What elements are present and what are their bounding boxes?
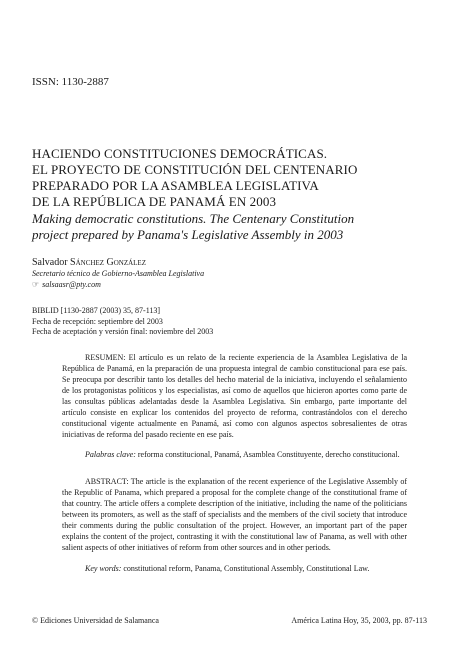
footer-citation: América Latina Hoy, 35, 2003, pp. 87-113 (291, 616, 427, 625)
key-words (62, 563, 407, 574)
palabras-clave-label: Palabras clave: (85, 450, 136, 459)
title-line: PREPARADO POR LA ASAMBLEA LEGISLATIVA (32, 178, 319, 193)
title-line: DE LA REPÚBLICA DE PANAMÁ EN 2003 (32, 194, 277, 209)
title-line: EL PROYECTO DE CONSTITUCIÓN DEL CENTENARIO (32, 162, 358, 177)
abstract-paragraph: ABSTRACT: The article is the explanation of the recent experience of the Legislative Assembly of the Republic of Panama, which prepared a proposal for the complete change of the constitutional frame of that country. The article offers a complete description of the initiative, including the name of the politicians between its promoters, as well as the staff of specialists and the members of the civil society that introduce their comments during the public consultation of the project. However, an important part of the paper explains the content of the project, contrasting it with the constitutional law of Panama, as well with other salient aspects of other initiatives of reform from other sources and in other periods. (62, 477, 407, 552)
author-name (32, 257, 146, 269)
pointing-hand-icon: ☞ (32, 280, 40, 289)
article-title-english (32, 211, 432, 243)
author-email-line (32, 280, 101, 289)
received-date: Fecha de recepción: septiembre del 2003 (32, 316, 163, 326)
key-words-label: Key words: (85, 564, 122, 573)
issn: ISSN: 1130-2887 (32, 76, 109, 88)
article-title-spanish (32, 146, 432, 210)
footer-publisher: © Ediciones Universidad de Salamanca (32, 616, 159, 625)
author-first-name: Salvador (32, 257, 68, 268)
author-role: Secretario técnico de Gobierno-Asamblea Legislativa (32, 269, 205, 278)
title-en-line: Making democratic constitutions. The Centenary Constitution (32, 211, 355, 226)
title-line: HACIENDO CONSTITUCIONES DEMOCRÁTICAS. (32, 146, 328, 161)
resumen-paragraph: RESUMEN: El artículo es un relato de la reciente experiencia de la Asamblea Legislativa de la República de Panamá, en la preparación de una propuesta integral de cambio constitucional para ese país. Se preocupa por describir tanto los detalles del hecho material de la iniciativa, incluyendo el señalamiento de los protagonistas políticos y los especialistas, así como de aquellos que hicieron aportes como parte de las consultas públicas adelantadas desde la Asamblea Legislativa. Sin embargo, parte importante del artículo consiste en explicar los contenidos del proyecto de reforma, contrastándolos con el derecho constitucional vigente actualmente en Panamá, así como con algunos aspectos sobresalientes de otras iniciativas de reforma del pasado reciente en ese país. (62, 353, 407, 439)
palabras-clave-text: reforma constitucional, Panamá, Asamblea Constituyente, derecho constitucional. (137, 450, 400, 459)
article-meta (32, 306, 213, 338)
accepted-date: Fecha de aceptación y versión final: noviembre del 2003 (32, 327, 214, 336)
palabras-clave (62, 449, 407, 460)
title-en-line: project prepared by Panama's Legislative Assembly in 2003 (32, 227, 344, 242)
key-words-text: constitutional reform, Panama, Constitutional Assembly, Constitutional Law. (123, 564, 370, 573)
author-email[interactable]: salsaasr@pty.com (42, 280, 101, 289)
author-last-name: Sánchez González (70, 257, 146, 268)
biblid: BIBLID [1130-2887 (2003) 35, 87-113] (32, 306, 161, 315)
